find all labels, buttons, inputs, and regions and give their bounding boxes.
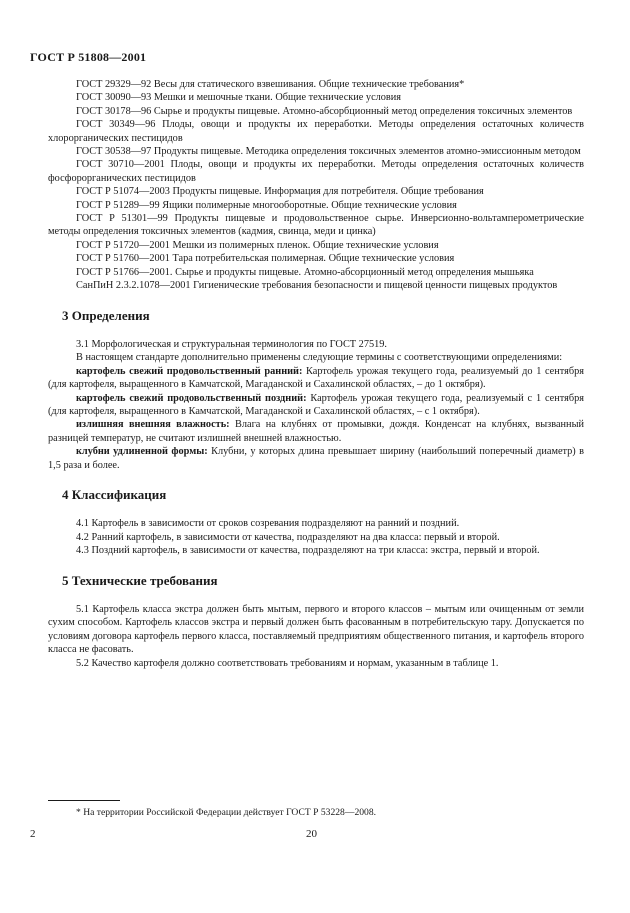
reference-item: ГОСТ Р 51766—2001. Сырье и продукты пищевые. Атомно-абсорционный метод определения мышьяка [76, 266, 534, 278]
section-4-item: 4.3 Поздний картофель, в зависимости от качества, подразделяют на три класса: экстра, первый и второй. [76, 545, 540, 557]
section-5-item: 5.1 Картофель класса экстра должен быть мытым, первого и второго классов – мытым или очищенным от земли сухим способом. Картофель классов экстра и первый должен быть фасованным в потребительскую тару. Допускается по условиям договора картофель первого класса, поставляемый предприятиям общественного питания, и картофель второго класса не фасовать. [48, 604, 584, 656]
definition-term: излишняя внешняя влажность: [76, 419, 230, 431]
footnote-divider [48, 800, 120, 801]
definition-item [48, 365, 584, 392]
section-5-title: 5 Технические требования [62, 572, 218, 588]
reference-item: ГОСТ Р 51301—99 Продукты пищевые и продовольственное сырье. Инверсионно-вольтамперометрические методы определения токсичных элементов (кадмия, свинца, меди и цинка) [48, 213, 584, 238]
reference-item: ГОСТ 30090—93 Мешки и мешочные ткани. Общие технические условия [76, 92, 402, 104]
definition-text: Влага на клубнях от промывки, дождя. Конденсат на клубнях, вызванный разницей температур, не считают излишней внешней влажностью. [48, 419, 585, 444]
definition-text: Клубни, у которых длина превышает ширину (наибольший поперечный диаметр) в 1,5 раза и более. [48, 446, 584, 471]
definition-term: картофель свежий продовольственный поздний: [76, 392, 307, 404]
section-3-paragraph: 3.1 Морфологическая и структуральная терминология по ГОСТ 27519. [76, 338, 387, 350]
reference-item: СанПиН 2.3.2.1078—2001 Гигиенические требования безопасности и пищевой ценности пищевых продуктов [76, 280, 558, 292]
page-number-center: 20 [306, 828, 317, 840]
definition-item [48, 392, 584, 419]
definition-item [48, 445, 584, 472]
reference-item: ГОСТ Р 51720—2001 Мешки из полимерных пленок. Общие технические условия [76, 239, 439, 251]
definition-term: клубни удлиненной формы: [76, 446, 208, 458]
page-number-left: 2 [30, 828, 36, 840]
reference-item: ГОСТ Р 51074—2003 Продукты пищевые. Информация для потребителя. Общие требования [76, 186, 484, 198]
footnote: * На территории Российской Федерации действует ГОСТ Р 53228—2008. [76, 807, 377, 818]
reference-item: ГОСТ Р 51289—99 Ящики полимерные многооборотные. Общие технические условия [76, 199, 457, 211]
reference-item: ГОСТ 30538—97 Продукты пищевые. Методика определения токсичных элементов атомно-эмиссионным методом [76, 146, 581, 158]
document-body [48, 78, 584, 670]
section-3-paragraph: В настоящем стандарте дополнительно применены следующие термины с соответствующими определениями: [76, 352, 563, 364]
reference-item: ГОСТ 30178—96 Сырье и продукты пищевые. Атомно-абсорбционный метод определения токсичных элементов [76, 105, 573, 117]
reference-item: ГОСТ Р 51760—2001 Тара потребительская полимерная. Общие технические условия [76, 253, 455, 265]
definition-term: картофель свежий продовольственный ранний: [76, 365, 303, 377]
section-4-title: 4 Классификация [62, 486, 167, 502]
document-header: ГОСТ Р 51808—2001 [30, 50, 147, 64]
section-4-item: 4.2 Ранний картофель, в зависимости от качества, подразделяют на два класса: первый и второй. [76, 531, 500, 543]
reference-item: ГОСТ 30349—96 Плоды, овощи и продукты их переработки. Методы определения остаточных количеств хлорорганических пестицидов [48, 119, 584, 144]
definition-text: Картофель урожая текущего года, реализуемый до 1 сентября (для картофеля, выращенного в Камчатской, Магаданской и Сахалинской областях, – до 1 октября). [48, 365, 584, 391]
reference-item: ГОСТ 29329—92 Весы для статического взвешивания. Общие технические требования* [76, 79, 465, 90]
normative-references [48, 78, 584, 293]
definition-text: Картофель урожая текущего года, реализуемый с 1 сентября (для картофеля, выращенного в Камчатской, Магаданской и Сахалинской областях, – с 1 октября). [48, 392, 584, 417]
section-3-title: 3 Определения [62, 307, 150, 323]
reference-item: ГОСТ 30710—2001 Плоды, овощи и продукты их переработки. Методы определения остаточных количеств фосфорорганических пестицидов [48, 159, 584, 184]
section-5-item: 5.2 Качество картофеля должно соответствовать требованиям и нормам, указанным в таблице 1. [76, 657, 499, 669]
definition-item [48, 418, 584, 445]
section-4-item: 4.1 Картофель в зависимости от сроков созревания подразделяют на ранний и поздний. [76, 518, 460, 530]
